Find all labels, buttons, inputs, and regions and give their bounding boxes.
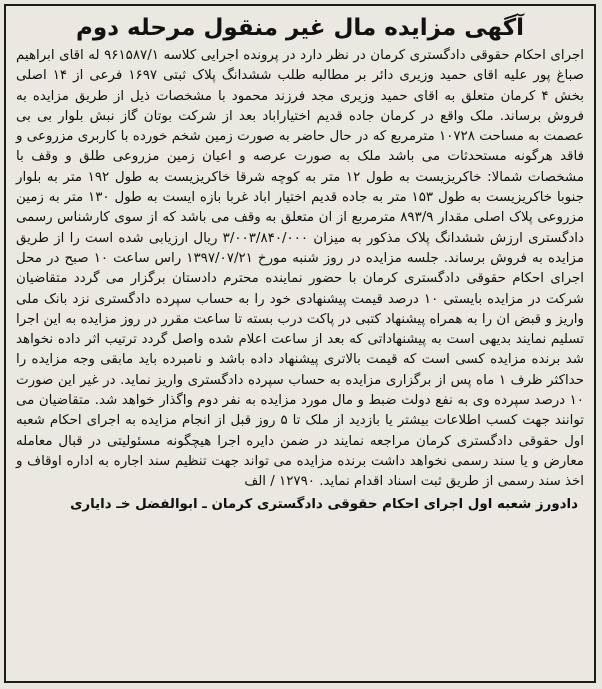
notice-title: آگهی مزایده مال غیر منقول مرحله دوم [76,15,524,41]
auction-notice [4,4,596,683]
notice-signature: دادورز شعبه اول اجرای احکام حقوقی دادگستری کرمان ـ ابوالفضل خـ دایاری [70,496,578,512]
notice-body: اجرای احکام حقوقی دادگستری کرمان در نظر دارد در پرونده اجرایی کلاسه ۹۶۱۵۸۷/۱ له اقای ابراهیم صباغ پور علیه اقای حمید وزیری دائر بر مطالبه طلب ششدانگ پلاک ثبتی ۱۶۹۷ فرعی از ۱۴ اصلی بخش ۴ کرمان متعلق به اقای حمید وزیری مجد فرزند محمود با مشخصات ذیل از طریق مزایده به فروش برساند. ملک واقع در کرمان جاده قدیم اختیاراباد بعد از شرکت بوتان گاز نبش بلوار بی بی عصمت به مساحت ۱۰۷۲۸ مترمربع که در حال حاضر به صورت زمین شخم خورده با کاربری مزروعی و فاقد هرگونه مستحدثات می باشد ملک به صورت عرصه و اعیان زمین مزروعی طلق و وقف با مشخصات شمالا: خاکریزیست به طول ۱۲ متر به کوچه شرقا خاکریزیست به طول ۱۹۲ متر به بلوار جنوبا خاکریزیست به طول ۱۵۳ متر به جاده قدیم اختیار اباد غربا بازه ایست به طول ۱۳۰ متر به زمین مزروعی پلاک اصلی مقدار ۸۹۳/۹ مترمربع از ان متعلق به وقف می باشد که از سوی کارشناس رسمی دادگستری ارزش ششدانگ پلاک مذکور به میزان ۳/۰۰۳/۸۴۰/۰۰۰ ریال ارزیابی شده است را از طریق مزایده به فروش برساند. جلسه مزایده در روز شنبه مورخ ۱۳۹۷/۰۷/۲۱ راس ساعت ۱۰ صبح در محل اجرای احکام حقوقی دادگستری کرمان با حضور نماینده محترم دادستان برگزار می گردد متقاضیان شرکت در مزایده بایستی ۱۰ درصد قیمت پیشنهادی خود را به حساب سپرده دادگستری نزد بانک ملی واریز و قبض ان را به همراه پیشنهاد کتبی در پاکت درب بسته تا ساعت مقرر در روز مزایده به این اجرا تسلیم نمایند بدیهی است به پیشنهاداتی که بعد از ساعت اعلام شده واصل گردد ترتیب اثر داده نخواهد شد برنده مزایده کسی است که قیمت بالاتری پیشنهاد داده باشد و نامبرده باید مابقی وجه مزایده را حداکثر ظرف ۱ ماه پس از برگزاری مزایده به حساب سپرده دادگستری واریز نماید. در غیر این صورت ۱۰ درصد سپرده وی به نفع دولت ضبط و مال مورد مزایده به نفر دوم واگذار خواهد شد. متقاضیان می توانند جهت کسب اطلاعات بیشتر یا بازدید از ملک تا ۵ روز قبل از انجام مزایده به اجرای احکام شعبه اول حقوقی دادگستری کرمان مراجعه نمایند در ضمن دایره اجرا هیچگونه مسئولیتی در قبال معامله معارض و یا سند رسمی نخواهد داشت برنده مزایده می تواند جهت تنظیم سند اجاره به اداره اوقاف و اخذ سند رسمی از طریق ثبت اسناد اقدام نماید. ۱۲۷۹۰ / الف [16,48,585,490]
